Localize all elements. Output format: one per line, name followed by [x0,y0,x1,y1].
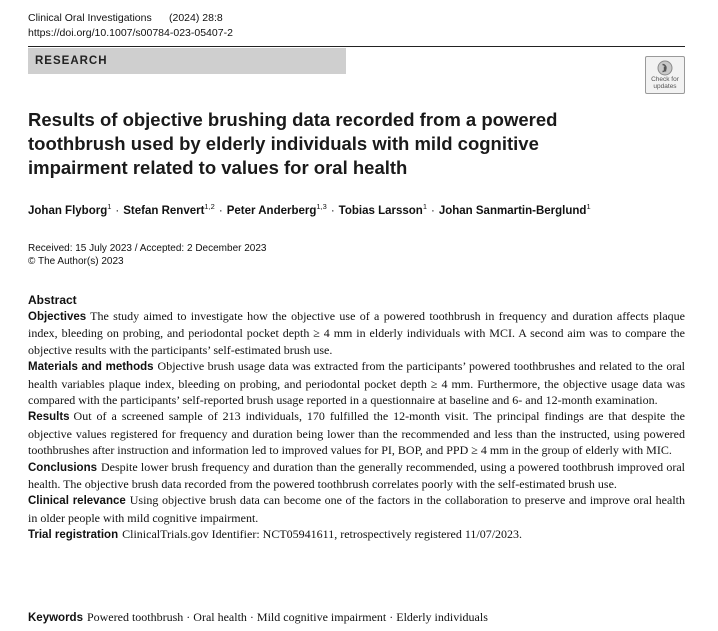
author-separator: · [430,204,435,217]
doi-link[interactable]: https://doi.org/10.1007/s00784-023-05407-2 [28,27,233,39]
author-separator: · [115,204,120,217]
author-affiliation: 1 [107,202,112,211]
author-affiliation: 1,2 [204,202,215,211]
abstract-objectives [28,308,685,358]
author-separator: · [218,204,223,217]
check-for-updates-badge[interactable] [645,56,685,94]
copyright-notice: © The Author(s) 2023 [28,256,124,267]
header-rule [28,46,685,47]
keywords-text: Powered toothbrush · Oral health · Mild cognitive impairment · Elderly individuals [86,610,488,624]
section-label: RESEARCH [28,48,346,74]
abstract-section-text: Using objective brush data can become one of the factors in the collaboration to preserve and improve oral health in older people with mild cognitive impairment. [28,493,685,525]
abstract-section-label: Clinical relevance [28,495,126,508]
abstract-section-text: The study aimed to investigate how the objective use of a powered toothbrush in frequency and duration affects plaque index, bleeding on probing, and periodontal pocket depth ≥ 4 mm in elderly individuals with MCI. A second aim was to compare the objective results with the participants’ self-estimated brush use. [28,309,685,357]
author-affiliation: 1 [586,202,591,211]
abstract-section-label: Conclusions [28,461,98,474]
author-name[interactable]: Peter Anderberg [226,204,317,217]
abstract-section-label: Materials and methods [28,361,154,374]
check-updates-icon [656,60,674,76]
abstract-heading: Abstract [28,293,77,307]
abstract-results [28,408,685,458]
abstract-section-text: Out of a screened sample of 213 individuals, 170 fulfilled the 12-month visit. The principal findings are that despite the objective values registered for frequency and duration being lower than the recommended and less than the instructed, using powered toothbrushes after instruction and information led to improved values for PI, BOP, and PPD ≥ 4 mm in the group of elderly with MIC. [28,409,685,458]
author-name[interactable]: Tobias Larsson [338,204,423,217]
abstract-conclusions [28,459,685,493]
abstract-materials-methods [28,358,685,408]
abstract-section-text: Objective brush usage data was extracted from the participants’ powered toothbrushes and related to the oral health variables plaque index, bleeding on probing, and periodontal pocket depth ≥ 4 mm. Furthermore, the objective usage data was compared with the participants’ self-reported brush usage reported in a questionnaire at baseline and 6- and 12-month examination. [28,359,685,408]
abstract-trial-registration [28,526,685,543]
badge-line-1: Check for [651,76,679,83]
abstract-section-text: ClinicalTrials.gov Identifier: NCT05941611, retrospectively registered 11/07/2023. [122,527,523,542]
abstract-section-text: Despite lower brush frequency and duration than the generally recommended, using a powered toothbrush improved oral health. The objective brush data recorded from the powered toothbrush correlates poorly with the self-estimated brush use. [28,459,685,492]
author-name[interactable]: Johan Flyborg [28,204,108,217]
author-list [28,202,591,217]
article-title: Results of objective brushing data recorded from a powered toothbrush used by elderly individuals with mild cognitive impairment related to values for oral health [28,109,558,178]
year-volume: (2024) 28:8 [169,12,223,24]
badge-line-2: updates [653,83,677,90]
abstract-section-label: Objectives [28,311,87,323]
abstract-section-label: Results [28,411,70,424]
abstract-body [28,308,685,544]
received-accepted-dates: Received: 15 July 2023 / Accepted: 2 December 2023 [28,243,267,254]
author-separator: · [330,204,335,217]
journal-name: Clinical Oral Investigations [28,12,152,24]
author-name[interactable]: Johan Sanmartin-Berglund [438,204,587,217]
abstract-clinical-relevance [28,492,685,526]
author-affiliation: 1 [422,202,427,211]
abstract-section-label: Trial registration [28,529,119,542]
keywords-label: Keywords [28,612,83,624]
author-affiliation: 1,3 [316,202,327,211]
keywords-line [28,609,685,626]
author-name[interactable]: Stefan Renvert [123,204,205,217]
